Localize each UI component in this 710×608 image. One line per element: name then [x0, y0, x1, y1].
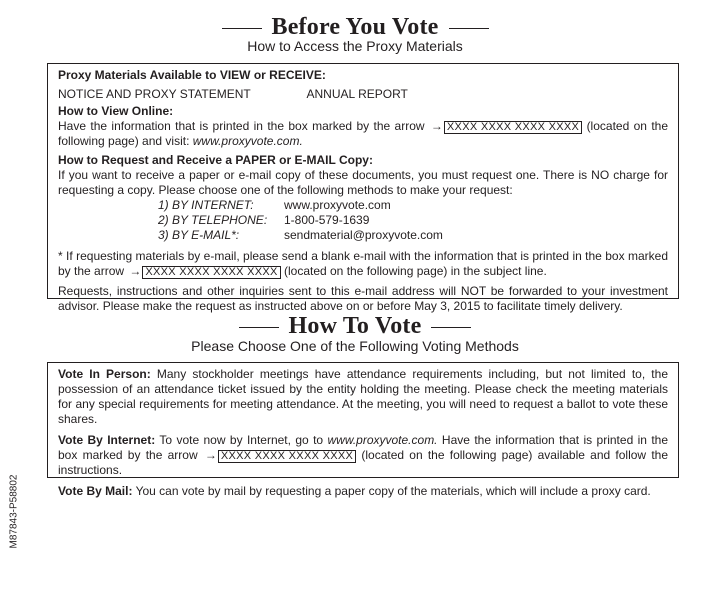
arrow-icon: → — [430, 119, 443, 133]
view-online-text: Have the information that is printed in the box marked by the arrow → XXXX XXXX XXXX XXXX (located on the following page) and visit: www.proxyvote.com. — [58, 119, 669, 148]
title-rule-left — [222, 28, 262, 29]
control-number-box: XXXX XXXX XXXX XXXX — [142, 266, 280, 279]
requests-note: Requests, instructions and other inquiries sent to this e-mail address will NOT be forwarded to your investment advisor. Please make the request as instructed above on or before May 3, 2015 to facilitate timely delivery. — [58, 284, 668, 313]
vote-by-mail — [58, 484, 668, 499]
vote-in-person — [58, 367, 668, 427]
arrow-icon: → — [129, 264, 142, 278]
how-to-vote-subtitle: Please Choose One of the Following Voting Methods — [191, 338, 519, 354]
control-number-box: XXXX XXXX XXXX XXXX — [218, 450, 356, 463]
request-method-email: 3) BY E-MAIL*: sendmaterial@proxyvote.com — [158, 228, 443, 242]
voting-methods-box — [47, 362, 679, 498]
title-rule-left — [239, 327, 279, 328]
before-you-vote-subtitle: How to Access the Proxy Materials — [247, 38, 463, 54]
title-rule-right — [431, 327, 471, 328]
before-you-vote-title-row — [0, 14, 710, 41]
doc-annual-report: ANNUAL REPORT — [306, 87, 408, 101]
how-to-vote-title: How To Vote — [288, 313, 422, 339]
how-to-vote-title-row — [0, 313, 710, 340]
proxy-materials-heading: Proxy Materials Available to VIEW or RECEIVE: — [58, 68, 326, 82]
arrow-icon: → — [204, 448, 217, 462]
title-rule-right — [449, 28, 489, 29]
vote-by-mail-label: Vote By Mail: — [58, 484, 133, 498]
side-document-code: M87843-P58802 — [8, 474, 20, 549]
control-number-box: XXXX XXXX XXXX XXXX — [444, 121, 582, 134]
vote-in-person-text: Many stockholder meetings have attendance requirements including, but not limited to, the possession of an attendance ticket issued by the entity holding the meeting. Please check the meeting materials for any special requirements for meeting attendance. At the meeting, you will need to request a ballot to vote these shares. — [58, 367, 668, 426]
request-copy-text: If you want to receive a paper or e-mail copy of these documents, you must request one. There is NO charge for requesting a copy. Please choose one of the following methods to make your request: — [58, 168, 668, 197]
proxyvote-link: www.proxyvote.com. — [192, 134, 303, 148]
email-footnote: * If requesting materials by e-mail, please send a blank e-mail with the information that is printed in the box marked by the arrow → XXXX XXXX XXXX XXXX (located on the following page) in the subject line. — [58, 249, 668, 278]
view-online-heading: How to View Online: — [58, 104, 174, 118]
vote-by-mail-text: You can vote by mail by requesting a paper copy of the materials, which will include a proxy card. — [135, 484, 651, 498]
request-method-telephone: 2) BY TELEPHONE: 1-800-579-1639 — [158, 213, 370, 227]
request-copy-heading: How to Request and Receive a PAPER or E-MAIL Copy: — [58, 153, 373, 167]
vote-by-internet-label: Vote By Internet: — [58, 433, 156, 447]
doc-notice-proxy-statement: NOTICE AND PROXY STATEMENT — [58, 87, 251, 101]
vote-in-person-label: Vote In Person: — [58, 367, 151, 381]
request-method-internet: 1) BY INTERNET: www.proxyvote.com — [158, 198, 391, 212]
request-methods-list — [158, 198, 668, 243]
vote-by-internet: Vote By Internet: To vote now by Internet, go to www.proxyvote.com. Have the information that is printed in the box marked by the arrow → XXXX XXXX XXXX XXXX (located on the following page) available and follow the instructions. — [58, 433, 669, 477]
before-you-vote-title: Before You Vote — [271, 14, 439, 40]
documents-line — [58, 87, 668, 102]
proxyvote-link: www.proxyvote.com. — [327, 433, 438, 447]
proxy-materials-box — [47, 63, 679, 313]
